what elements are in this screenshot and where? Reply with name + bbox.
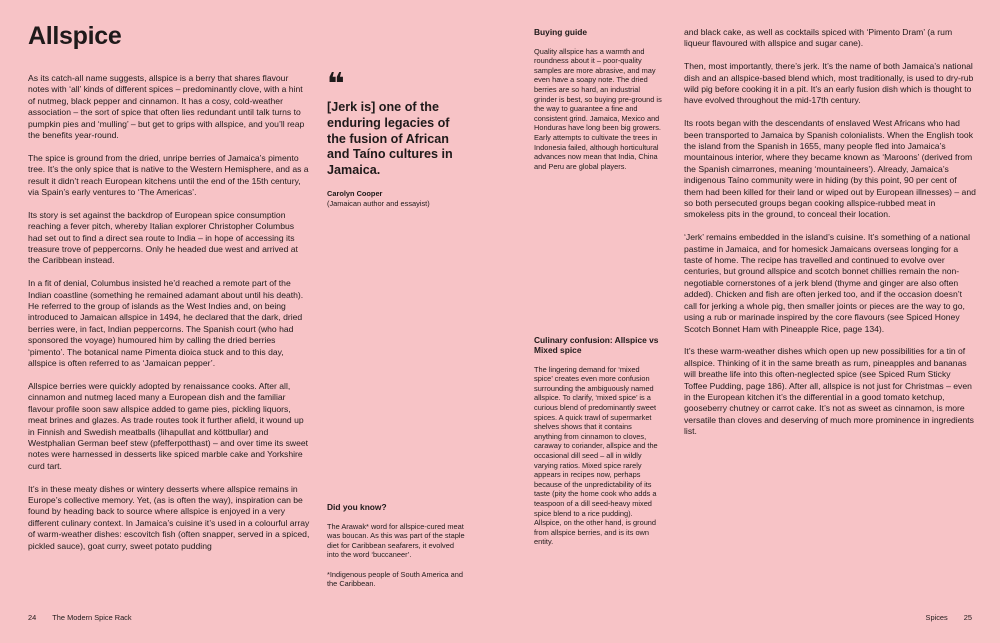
body-paragraph: It’s in these meaty dishes or wintery desserts where allspice remains in Europe’s collective memory. Yet, (as is often the way), inspiration can be found by heading back to source where allspice is enjoyed in a very different culinary context. In Jamaica’s cuisine it’s used in a colourful array of warm-weather dishes: escovitch fish (often snapper, served in a spiced, pickled sauce), goat curry, sweet potato pudding [28,483,310,551]
did-you-know-footnote: *Indigenous people of South America and the Caribbean. [327,569,464,589]
buying-guide-box [534,27,664,171]
quote-author-role: (Jamaican author and essayist) [327,198,430,208]
body-paragraph: As its catch-all name suggests, allspice is a berry that shares flavour notes with ‘all’ kinds of different spices – predominantly clove, with a hint of nutmeg, black pepper and cinnamon. It has a cosy, cold-weather association – the sort of spice that often lies redundant until talk turns to pumpkin pies and ‘mulling’ – but get to grips with allspice, and you’ll reap the benefits year-round. [28,73,305,141]
page-number-right: 25 [963,613,972,622]
footer-right [926,613,972,623]
page-title: Allspice [28,22,122,50]
body-paragraph: The spice is ground from the dried, unripe berries of Jamaica’s pimento tree. It’s the only spice that is native to the Western Hemisphere, and as a result it didn’t reach European kitchens until the end of the 15th century, via Spain’s early ventures to ‘The Americas’. [28,152,309,198]
culinary-confusion-box [534,335,660,547]
body-paragraph: Its story is set against the backdrop of European spice consumption reaching a fever pitch, whereby Italian explorer Christopher Columbus had set out to find a direct sea route to India – in hope of accessing its treasure trove of peppercorns. Only he headed due west and arrived at the Caribbean instead. [28,209,298,266]
buying-guide-text: Quality allspice has a warmth and roundness about it – poor-quality samples are more abrasive, and may even have a soapy note. The dried berries are so hard, an industrial grinder is best, so buying pre-ground is the way to guarantee a fine and consistent grind. Jamaica, Mexico and Honduras have long been big growers. Early attempts to cultivate the trees in Indonesia failed, although horticultural advances now mean that India, China and Peru are global players. [534,46,662,171]
culinary-confusion-text: The lingering demand for ‘mixed spice’ creates even more confusion surrounding the ambiguously named allspice. To clarify, ‘mixed spice’ is a curious blend of predominantly sweet spices. A quick trawl of supermarket shelves shows that it contains anything from cinnamon to cloves, caraway to coriander, allspice and the occasional dill seed – all in wildly varying ratios. Mixed spice rarely appears in recipes now, perhaps because of the unpredictability of its taste (pity the home cook who adds a teaspoon of a dill seed-heavy mixed spice blend to a rice pudding). Allspice, on the other hand, is ground from allspice berries, and is its own entity. [534,364,658,547]
did-you-know-text: The Arawak* word for allspice-cured meat was boucan. As this was part of the staple diet for Caribbean seafarers, it evolved into the word ‘buccaneer’. [327,521,465,560]
main-column-left [28,73,310,552]
body-paragraph: ‘Jerk’ remains embedded in the island’s cuisine. It’s something of a national pastime in Jamaica, and for homesick Jamaicans overseas longing for a taste of home. The recipe has travelled and continued to evolve over centuries, but ground allspice and scotch bonnet chillies remain the non-negotiable cornerstones of a jerk blend (thyme and ginger are also often added). Chicken and fish are often jerked too, and if the occasion doesn’t call for jerking a whole pig, then smaller joints or pieces are the way to go, using a rub or marinade inspired by the core flavours (see Spiced Honey Scotch Bonnet Ham with Pineapple Rice, page 134). [684,232,970,334]
body-paragraph: and black cake, as well as cocktails spiced with ‘Pimento Dram’ (a rum liqueur flavoured with allspice and sugar cane). [684,27,953,49]
quote-text: [Jerk is] one of the enduring legacies of the fusion of African and Taíno cultures in Jamaica. [327,100,453,178]
quote-author: Carolyn Cooper [327,188,383,198]
pull-quote [327,67,467,208]
section-title: Spices [925,613,948,622]
culinary-confusion-heading: Culinary confusion: Allspice vs Mixed spice [534,335,659,355]
buying-guide-heading: Buying guide [534,27,588,37]
page-number-left: 24 [28,613,37,622]
body-paragraph: In a fit of denial, Columbus insisted he’d reached a remote part of the Indian coastline (something he remained adamant about until his death). He referred to the group of islands as the West Indies and, on being introduced to Jamaican allspice in 1494, he declared that the dark, dried berries were, in fact, Indian peppercorns. The Spanish court (who had sponsored the voyage) humoured him by calling the dried berries ‘pimento’. The botanical name Pimenta dioica stuck and to this day, allspice is often referred to as ‘Jamaican pepper’. [28,278,304,369]
body-paragraph: It’s these warm-weather dishes which open up new possibilities for a tin of allspice. Thinking of it in the same breath as rum, pineapples and bananas will breathe life into this often-neglected spice (see Spiced Rum Sticky Toffee Pudding, page 186). After all, allspice is not just for Christmas – even in the European kitchen it’s the differential in a good tomato ketchup, gooseberry chutney or carrot cake. It’s not as sweet as cinnamon, is more versatile than cloves and deserving of much more prominence in ingredients list. [684,346,974,437]
body-paragraph: Its roots began with the descendants of enslaved West Africans who had been transported to Jamaica by Spanish colonialists. When the English took the island from the Spanish in 1655, many people fled into Jamaica’s mountainous interior, where they became known as ‘Maroons’ (derived from the Spanish cimarrones, meaning ‘mountaineers’). Already, Jamaica’s indigenous Taíno community were in hiding (by this point, 90 per cent of them had been killed for their land or wiped out by European illnesses) – and so both persecuted groups began cooking allspice-rubbed meat in smokeless pits in the ground, to conceal their location. [684,118,976,220]
footer-left [28,613,132,623]
body-paragraph: Then, most importantly, there’s jerk. It’s the name of both Jamaica’s national dish and an allspice-based blend which, most traditionally, is used to dry-rub wild pig before cooking it in a pit. It’s an early fusion dish which is thought to have evolved throughout the mid-17th century. [684,61,974,106]
did-you-know-box [327,502,467,589]
body-paragraph: Allspice berries were quickly adopted by renaissance cooks. After all, cinnamon and nutmeg laced many a European dish and the familiar flavour profile soon saw allspice added to game pies, pickling liquors, meat brines and glazes. As trade routes took it further afield, it wound up in Finnish and Swedish meatballs (lihapullat and köttbullar) and Westphalian German beef stew (pfefferpotthast) – and over time its sweet notes were harnessed in desserts like spiced marble cake and Yorkshire curd tart. [28,380,309,471]
did-you-know-heading: Did you know? [327,502,387,512]
main-column-right [684,27,976,438]
quote-mark-icon: ❝ [327,67,345,102]
book-title: The Modern Spice Rack [52,613,132,622]
